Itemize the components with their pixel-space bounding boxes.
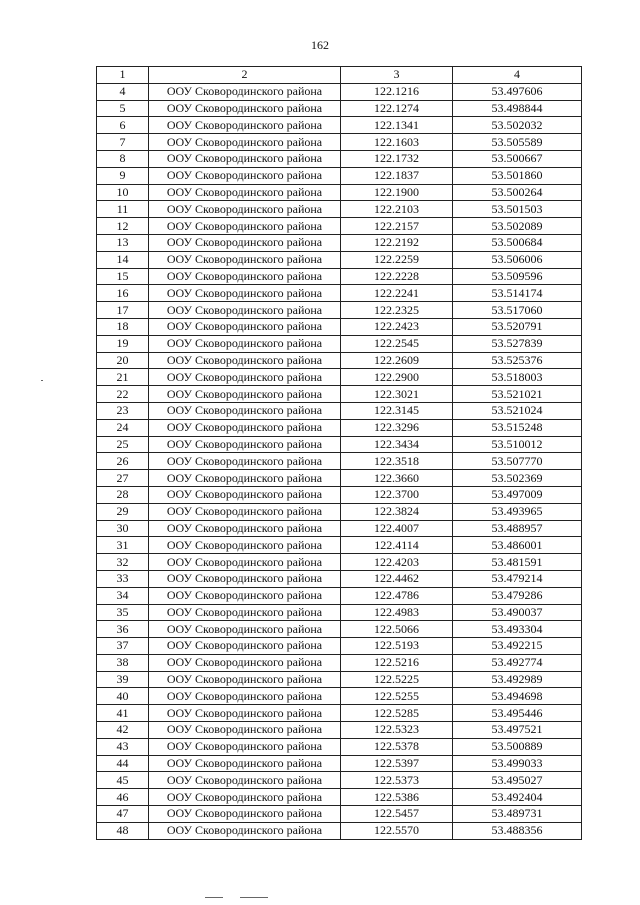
table-row [97,234,582,251]
table-header-row [97,67,582,84]
row-longitude: 122.4114 [341,537,453,554]
row-number: 36 [97,621,149,638]
row-latitude: 53.492774 [453,654,582,671]
row-name: ООУ Сковородинского района [149,554,341,571]
row-number: 27 [97,470,149,487]
table-row [97,738,582,755]
row-longitude: 122.3145 [341,402,453,419]
row-longitude: 122.4007 [341,520,453,537]
row-longitude: 122.2900 [341,369,453,386]
row-latitude: 53.493304 [453,621,582,638]
row-number: 8 [97,150,149,167]
row-number: 4 [97,83,149,100]
row-name: ООУ Сковородинского района [149,722,341,739]
row-latitude: 53.502032 [453,117,582,134]
row-longitude: 122.4983 [341,604,453,621]
row-name: ООУ Сковородинского района [149,285,341,302]
row-name: ООУ Сковородинского района [149,134,341,151]
row-number: 15 [97,268,149,285]
row-number: 34 [97,587,149,604]
table-row [97,638,582,655]
row-name: ООУ Сковородинского района [149,503,341,520]
row-latitude: 53.500667 [453,150,582,167]
row-name: ООУ Сковородинского района [149,453,341,470]
row-number: 45 [97,772,149,789]
row-longitude: 122.5225 [341,671,453,688]
row-number: 14 [97,251,149,268]
table-row [97,402,582,419]
row-name: ООУ Сковородинского района [149,436,341,453]
table-row [97,621,582,638]
table-row [97,570,582,587]
row-longitude: 122.1341 [341,117,453,134]
table-row [97,537,582,554]
row-longitude: 122.3021 [341,386,453,403]
row-latitude: 53.486001 [453,537,582,554]
row-latitude: 53.507770 [453,453,582,470]
row-longitude: 122.2103 [341,201,453,218]
table-row [97,755,582,772]
row-name: ООУ Сковородинского района [149,419,341,436]
row-latitude: 53.514174 [453,285,582,302]
row-number: 23 [97,402,149,419]
table-row [97,318,582,335]
row-latitude: 53.502369 [453,470,582,487]
table-row [97,117,582,134]
scan-speck [41,380,43,381]
row-number: 9 [97,167,149,184]
row-name: ООУ Сковородинского района [149,234,341,251]
table-row [97,335,582,352]
row-latitude: 53.527839 [453,335,582,352]
row-latitude: 53.481591 [453,554,582,571]
table-row [97,167,582,184]
row-name: ООУ Сковородинского района [149,537,341,554]
table-row [97,604,582,621]
table-row [97,419,582,436]
row-longitude: 122.2241 [341,285,453,302]
coordinates-table [96,66,582,840]
row-longitude: 122.4462 [341,570,453,587]
row-name: ООУ Сковородинского района [149,621,341,638]
row-longitude: 122.4203 [341,554,453,571]
row-number: 46 [97,789,149,806]
row-name: ООУ Сковородинского района [149,470,341,487]
table-row [97,100,582,117]
row-name: ООУ Сковородинского района [149,318,341,335]
row-longitude: 122.3434 [341,436,453,453]
header-col-2: 2 [149,67,341,84]
row-longitude: 122.5066 [341,621,453,638]
row-number: 16 [97,285,149,302]
row-longitude: 122.5193 [341,638,453,655]
row-number: 13 [97,234,149,251]
table-row [97,150,582,167]
row-name: ООУ Сковородинского района [149,486,341,503]
row-latitude: 53.489731 [453,806,582,823]
row-latitude: 53.497521 [453,722,582,739]
row-number: 17 [97,302,149,319]
row-number: 10 [97,184,149,201]
row-name: ООУ Сковородинского района [149,100,341,117]
row-longitude: 122.4786 [341,587,453,604]
row-name: ООУ Сковородинского района [149,604,341,621]
row-longitude: 122.1603 [341,134,453,151]
row-longitude: 122.3518 [341,453,453,470]
row-latitude: 53.494698 [453,688,582,705]
row-latitude: 53.493965 [453,503,582,520]
row-latitude: 53.492404 [453,789,582,806]
row-longitude: 122.3700 [341,486,453,503]
row-longitude: 122.2157 [341,218,453,235]
row-number: 47 [97,806,149,823]
row-number: 44 [97,755,149,772]
row-longitude: 122.1274 [341,100,453,117]
row-name: ООУ Сковородинского района [149,638,341,655]
row-number: 26 [97,453,149,470]
row-number: 35 [97,604,149,621]
row-name: ООУ Сковородинского района [149,352,341,369]
table-row [97,453,582,470]
scan-speck [205,897,223,898]
row-name: ООУ Сковородинского района [149,83,341,100]
row-latitude: 53.490037 [453,604,582,621]
row-number: 20 [97,352,149,369]
row-longitude: 122.3824 [341,503,453,520]
row-name: ООУ Сковородинского района [149,402,341,419]
row-number: 24 [97,419,149,436]
row-latitude: 53.479214 [453,570,582,587]
table-row [97,218,582,235]
row-name: ООУ Сковородинского района [149,167,341,184]
row-longitude: 122.3296 [341,419,453,436]
row-number: 40 [97,688,149,705]
row-longitude: 122.3660 [341,470,453,487]
row-name: ООУ Сковородинского района [149,738,341,755]
row-number: 7 [97,134,149,151]
row-longitude: 122.2609 [341,352,453,369]
row-latitude: 53.497009 [453,486,582,503]
table-row [97,789,582,806]
table-row [97,822,582,839]
row-longitude: 122.5570 [341,822,453,839]
table-row [97,268,582,285]
row-number: 37 [97,638,149,655]
table-row [97,184,582,201]
table-row [97,83,582,100]
table-row [97,772,582,789]
row-longitude: 122.2259 [341,251,453,268]
row-latitude: 53.518003 [453,369,582,386]
row-number: 12 [97,218,149,235]
row-name: ООУ Сковородинского района [149,335,341,352]
row-number: 19 [97,335,149,352]
row-latitude: 53.505589 [453,134,582,151]
table-row [97,285,582,302]
table-row [97,352,582,369]
row-longitude: 122.5373 [341,772,453,789]
row-name: ООУ Сковородинского района [149,705,341,722]
row-number: 29 [97,503,149,520]
page-number: 162 [311,38,329,52]
table-row [97,386,582,403]
row-latitude: 53.495446 [453,705,582,722]
row-longitude: 122.5386 [341,789,453,806]
row-longitude: 122.5323 [341,722,453,739]
row-name: ООУ Сковородинского района [149,755,341,772]
row-latitude: 53.506006 [453,251,582,268]
table-row [97,369,582,386]
row-name: ООУ Сковородинского района [149,520,341,537]
row-longitude: 122.5397 [341,755,453,772]
row-latitude: 53.488957 [453,520,582,537]
row-number: 25 [97,436,149,453]
row-number: 18 [97,318,149,335]
row-latitude: 53.492215 [453,638,582,655]
table-row [97,654,582,671]
header-col-4: 4 [453,67,582,84]
table-row [97,688,582,705]
row-number: 5 [97,100,149,117]
row-number: 33 [97,570,149,587]
header-col-3: 3 [341,67,453,84]
table-row [97,705,582,722]
row-name: ООУ Сковородинского района [149,251,341,268]
row-longitude: 122.2423 [341,318,453,335]
row-latitude: 53.517060 [453,302,582,319]
row-latitude: 53.488356 [453,822,582,839]
row-latitude: 53.500264 [453,184,582,201]
row-name: ООУ Сковородинского района [149,654,341,671]
row-latitude: 53.500684 [453,234,582,251]
row-latitude: 53.525376 [453,352,582,369]
table-row [97,554,582,571]
header-col-1: 1 [97,67,149,84]
table-row [97,134,582,151]
row-name: ООУ Сковородинского района [149,184,341,201]
row-name: ООУ Сковородинского района [149,806,341,823]
row-longitude: 122.2325 [341,302,453,319]
row-latitude: 53.509596 [453,268,582,285]
row-number: 38 [97,654,149,671]
row-latitude: 53.501503 [453,201,582,218]
row-longitude: 122.2545 [341,335,453,352]
row-latitude: 53.520791 [453,318,582,335]
table-row [97,436,582,453]
table-row [97,806,582,823]
row-name: ООУ Сковородинского района [149,789,341,806]
row-longitude: 122.1900 [341,184,453,201]
row-longitude: 122.2228 [341,268,453,285]
row-number: 43 [97,738,149,755]
row-latitude: 53.497606 [453,83,582,100]
row-latitude: 53.510012 [453,436,582,453]
row-longitude: 122.1732 [341,150,453,167]
row-latitude: 53.501860 [453,167,582,184]
row-number: 42 [97,722,149,739]
row-longitude: 122.5216 [341,654,453,671]
row-latitude: 53.521021 [453,386,582,403]
table-row [97,520,582,537]
table-row [97,503,582,520]
row-name: ООУ Сковородинского района [149,587,341,604]
row-latitude: 53.515248 [453,419,582,436]
row-name: ООУ Сковородинского района [149,386,341,403]
row-latitude: 53.502089 [453,218,582,235]
table-row [97,470,582,487]
scan-speck [240,897,268,898]
table-row [97,486,582,503]
row-name: ООУ Сковородинского района [149,822,341,839]
row-latitude: 53.479286 [453,587,582,604]
row-number: 39 [97,671,149,688]
row-longitude: 122.5285 [341,705,453,722]
table-row [97,251,582,268]
row-name: ООУ Сковородинского района [149,570,341,587]
row-latitude: 53.492989 [453,671,582,688]
row-longitude: 122.2192 [341,234,453,251]
table-row [97,302,582,319]
row-number: 28 [97,486,149,503]
row-name: ООУ Сковородинского района [149,369,341,386]
row-latitude: 53.495027 [453,772,582,789]
table-row [97,587,582,604]
row-longitude: 122.5457 [341,806,453,823]
row-latitude: 53.499033 [453,755,582,772]
row-name: ООУ Сковородинского района [149,201,341,218]
row-number: 22 [97,386,149,403]
row-number: 31 [97,537,149,554]
table-row [97,671,582,688]
row-longitude: 122.1216 [341,83,453,100]
table-row [97,722,582,739]
row-number: 32 [97,554,149,571]
row-name: ООУ Сковородинского района [149,772,341,789]
table-body [97,83,582,839]
row-longitude: 122.5255 [341,688,453,705]
row-latitude: 53.521024 [453,402,582,419]
row-name: ООУ Сковородинского района [149,117,341,134]
row-longitude: 122.5378 [341,738,453,755]
row-latitude: 53.500889 [453,738,582,755]
row-number: 6 [97,117,149,134]
row-number: 30 [97,520,149,537]
row-name: ООУ Сковородинского района [149,150,341,167]
row-name: ООУ Сковородинского района [149,671,341,688]
row-latitude: 53.498844 [453,100,582,117]
row-name: ООУ Сковородинского района [149,268,341,285]
row-number: 48 [97,822,149,839]
row-longitude: 122.1837 [341,167,453,184]
row-number: 41 [97,705,149,722]
row-number: 21 [97,369,149,386]
table-row [97,201,582,218]
row-number: 11 [97,201,149,218]
row-name: ООУ Сковородинского района [149,688,341,705]
row-name: ООУ Сковородинского района [149,302,341,319]
row-name: ООУ Сковородинского района [149,218,341,235]
